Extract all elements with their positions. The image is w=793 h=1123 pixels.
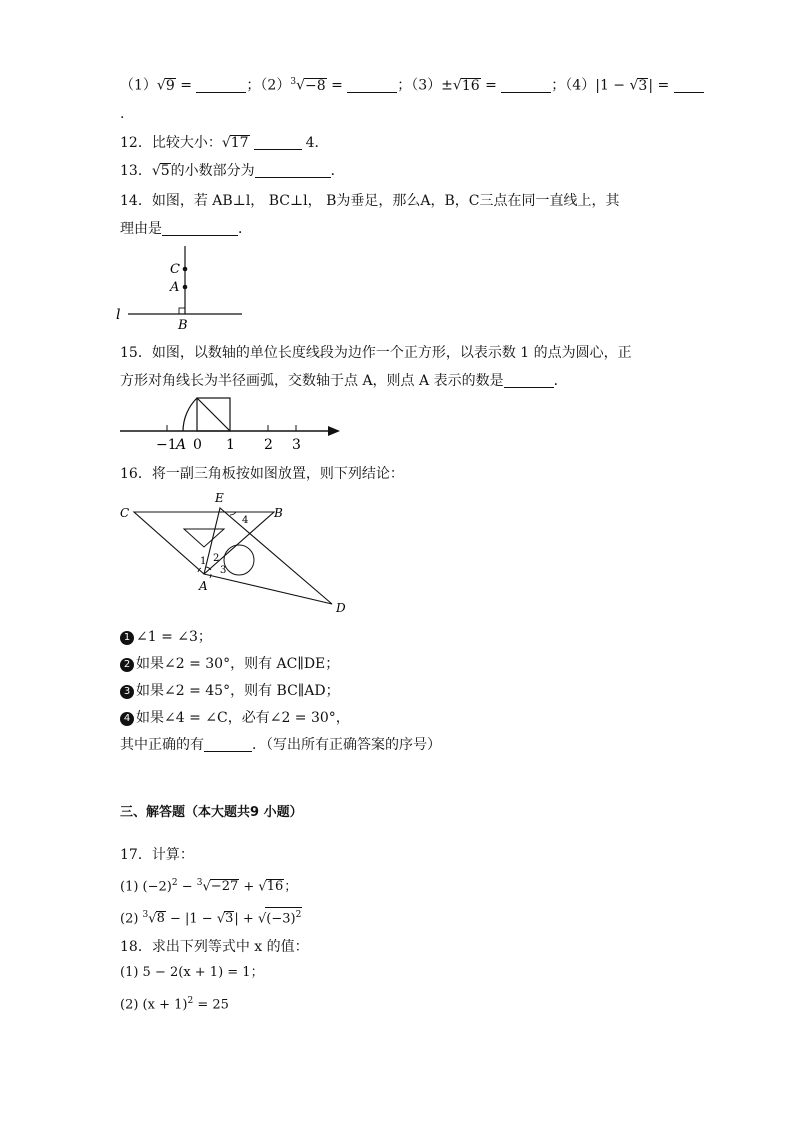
answer-blank-11-4[interactable] [674,78,704,93]
answer-blank-11-2[interactable] [347,78,397,93]
inner-triangle [184,529,224,547]
angle-label-1: 1 [200,556,207,567]
q14-reason-label: 理由是 [120,221,162,237]
q17-e1-radicand-2: 16 [266,879,284,895]
q17-e2-abs: − |1 − [165,911,217,927]
q16-option-2-text: 如果∠2 = 30°，则有 AC∥DE； [136,656,340,672]
q17-e2-label: (2) [120,911,143,927]
angle-label-2: 2 [213,553,220,564]
q17-e2-radicand-3: (−3) [266,911,296,927]
q17-e2-plus: | + [234,911,258,927]
q11-line [120,72,704,96]
q11-radicand-2: −8 [304,77,326,94]
q14-line-1: 14．如图，若 AB⊥l， BC⊥l， B为垂足，那么A，B，C三点在同一直线上，其 [120,193,620,209]
q16-ask [120,735,441,755]
sqrt-icon: √ [452,77,462,94]
tick-label-2: 2 [264,437,273,453]
sqrt-icon: √ [221,135,231,151]
abs-bar-left: | [595,77,600,94]
answer-blank-14[interactable] [162,221,238,236]
label-a: A [170,280,180,295]
inner-circle [224,545,254,575]
q16-option-2 [120,654,339,674]
q16-line-1: 16．将一副三角板按如图放置，则下列结论： [120,466,404,482]
cbrt-icon: √ [202,879,211,895]
label-b: B [178,318,188,332]
right-angle-mark [179,308,185,314]
q11-part2-label: ；（2） [246,77,291,94]
q11-equals-4: = [653,77,674,94]
q11-radicand-3: 16 [461,77,480,94]
q11-radicand-1: 9 [165,77,175,94]
q11-part4-label: ；（4） [551,77,596,94]
tick-label-minus1: −1 [156,437,177,453]
tick-label-1: 1 [226,437,235,453]
q17-e1-minus: − [177,879,197,895]
circled-number-icon: 4 [120,712,134,726]
q11-tail: . [120,106,125,122]
circled-number-icon: 1 [120,631,134,645]
square-diagonal [197,398,230,431]
sqrt-icon: √ [216,911,226,927]
answer-blank-11-3[interactable] [501,78,551,93]
label-c: C [120,506,130,520]
q12-text: 12．比较大小： [120,135,222,151]
answer-blank-11-1[interactable] [196,78,246,93]
set-square-30-60 [204,508,332,604]
q16-option-4 [120,708,350,728]
q15-number-line [116,392,346,456]
label-c: C [170,262,180,277]
q15-text: 方形对角线长为半径画弧，交数轴于点 A，则点 A 表示的数是 [120,373,504,389]
label-b: B [274,506,283,520]
sqrt-icon: √ [629,77,639,94]
q17-e1-radicand: −27 [210,879,239,895]
q16-option-3-text: 如果∠2 = 45°，则有 BC∥AD； [136,683,340,699]
q13-num: 13． [120,163,152,179]
q18-expr-2 [120,991,229,1015]
sqrt-icon: √ [257,911,267,927]
q11-part1-label: （1） [120,77,157,94]
q11-root-index: 3 [290,77,297,87]
q17-e1-index: 3 [196,878,203,888]
angle-label-3: 3 [220,565,227,576]
q13-radicand: 5 [160,163,170,179]
q14-figure [112,240,252,332]
answer-blank-13[interactable] [255,163,331,178]
answer-blank-16[interactable] [204,737,252,752]
q17-e1-base: (1) (−2) [120,879,172,895]
q17-e2-radicand-2: 3 [225,911,234,927]
q16-option-1-text: ∠1 = ∠3； [136,629,212,645]
label-e: E [215,491,224,505]
q17-e1-plus: + [239,879,259,895]
q17-expr-2 [120,905,302,929]
tick-label-0: 0 [193,437,202,453]
q14-end: ． [238,221,252,237]
angle-label-4: 4 [242,515,249,526]
q12-radicand: 17 [230,135,249,151]
q15-line-2 [120,371,568,391]
circled-number-icon: 2 [120,658,134,672]
q15-line-1: 15．如图，以数轴的单位长度线段为边作一个正方形，以表示数 1 的点为圆心，正 [120,345,632,361]
arc [183,398,197,431]
q18-e2-base: (2) (x + 1) [120,997,188,1013]
q14-line-2 [120,219,252,239]
q17-expr-1 [120,873,297,897]
sqrt-icon: √ [151,163,161,179]
point-a [183,285,188,290]
q17-title: 17．计算： [120,847,194,863]
label-l: l [116,307,121,323]
q16-ask-text: 其中正确的有 [120,737,204,753]
axis-arrow-icon [328,426,340,436]
q17-e2-index: 3 [142,910,149,920]
abs-bar-right: | [648,77,654,94]
q11-radicand-4: 3 [638,77,648,94]
q16-option-3 [120,681,340,701]
q18-expr-1: (1) 5 − 2(x + 1) = 1； [120,965,264,980]
q12-line [120,133,329,153]
q16-option-1 [120,627,212,647]
q13-text: 的小数部分为 [170,163,255,179]
q18-title: 18．求出下列等式中 x 的值： [120,939,309,955]
q17-e2-radicand: 8 [156,911,165,927]
label-d: D [336,601,346,615]
q11-equals-1: = [175,77,197,94]
q18-e2-rhs: = 25 [193,997,229,1013]
circled-number-icon: 3 [120,685,134,699]
answer-blank-12[interactable] [254,135,302,150]
q17-e2-exp: 2 [295,910,302,920]
q13-line [120,161,345,181]
q11-part3-label: ；（3）± [397,77,453,94]
q11-equals-3: = [480,77,502,94]
point-a-label: A [176,437,187,453]
q17-e1-exp: 2 [171,878,178,888]
q13-end: ． [330,163,345,179]
section-heading: 三、解答题（本大题共9 小题） [120,805,303,820]
tick-label-3: 3 [292,437,301,453]
q11-equals-2: = [326,77,348,94]
label-a: A [199,579,208,593]
sqrt-icon: √ [156,77,166,94]
q16-ask-tail: ．（写出所有正确答案的序号） [252,737,441,753]
q12-tail: 4． [305,135,329,151]
q17-e1-end: ； [284,879,298,895]
q16-figure [112,486,362,618]
cbrt-icon: √ [148,911,157,927]
q15-end: ． [553,373,568,389]
q18-e2-exp: 2 [187,996,194,1006]
q11-abs-inner: 1 − [599,77,630,94]
point-c [183,267,188,272]
answer-blank-15[interactable] [504,373,554,388]
q16-option-4-text: 如果∠4 = ∠C，必有∠2 = 30°， [136,710,350,726]
cbrt-icon: √ [296,77,305,94]
sqrt-icon: √ [258,879,267,895]
